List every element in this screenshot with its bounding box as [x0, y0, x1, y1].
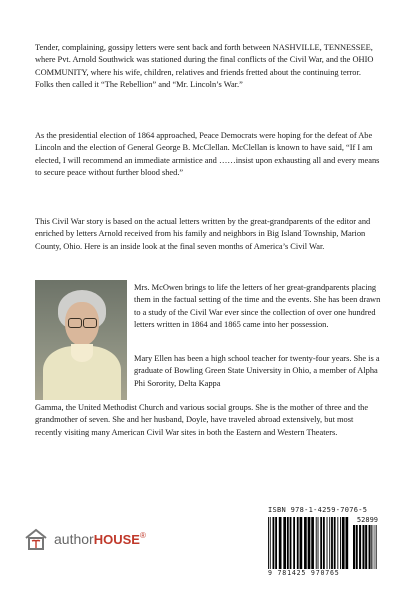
barcode-bar: [275, 517, 277, 569]
addon-barcode-bars: [353, 525, 378, 569]
barcode-bar: [318, 517, 319, 569]
author-photo: [35, 280, 127, 400]
ean-barcode-bars: [268, 517, 350, 569]
barcode-bar: [345, 517, 348, 569]
barcode-bar: [340, 517, 341, 569]
author-bio-paragraph-2: Mary Ellen has been a high school teacher for twenty-four years. She is a graduate of Bowling Green State University in Ohio, a member of Alpha Phi Sorority, Delta Kappa: [134, 354, 380, 388]
barcode-bar: [287, 517, 289, 569]
author-bio-paragraph-1: Mrs. McOwen brings to life the letters of her great-grandparents placing them in the factual setting of the time and the events. She has been drawn to a study of the Civil War ever since the collection of over one hundred letters written in 1864 and 1865 came into her possession.: [134, 283, 381, 330]
barcode-bar: [365, 525, 367, 569]
barcode-bar: [293, 517, 295, 569]
barcode-bar: [375, 525, 376, 569]
barcode-bar: [371, 525, 372, 569]
barcode-bar: [331, 517, 333, 569]
barcode-bar: [308, 517, 311, 569]
barcode-bar: [304, 517, 307, 569]
barcode-bar: [353, 525, 355, 569]
barcode-bar: [316, 517, 317, 569]
barcode-bar: [329, 517, 330, 569]
barcode-bar: [337, 517, 338, 569]
author-bio-paragraph-2-continued: Gamma, the United Methodist Church and various social groups. She is the mother of three and the grandmother of seven. She and her husband, Doyle, have traveled abroad extensively, but most recently visiting many American Civil War sites in both the Eastern and Western Theaters.: [35, 403, 369, 437]
barcode-bar: [273, 517, 275, 569]
barcode-bar: [283, 517, 286, 569]
ean-digits: 9 781425 970765: [268, 569, 340, 577]
barcode-bar: [342, 517, 345, 569]
barcode-bar: [359, 525, 361, 569]
isbn-barcode: [268, 506, 378, 578]
barcode-bar: [270, 517, 271, 569]
barcode-bar: [373, 525, 374, 569]
publisher-name: authorHOUSE®: [54, 531, 146, 547]
barcode-bar: [320, 517, 322, 569]
intro-paragraph: Tender, complaining, gossipy letters were sent back and forth between NASHVILLE, TENNESSEE, where Pvt. Arnold Southwick was stationed during the final conflicts of the Civil War, and the OHIO COMMUNITY, where his wife, children, relatives and friends fretted about the continuing terror. Folks then called it “The Rebellion” and “Mr. Lincoln’s War.”: [35, 43, 374, 90]
barcode-bar: [356, 525, 358, 569]
election-paragraph: As the presidential election of 1864 approached, Peace Democrats were hoping for the defeat of Abe Lincoln and the election of General George B. McClellan. McClellan is known to have said, “If I am elected, I will recommend an immediate armistice and ……insist upon exhausting all and every means to secure peace without further blood shed.”: [35, 131, 380, 178]
publisher-logo: [24, 527, 146, 551]
barcode-bar: [311, 517, 314, 569]
barcode-bar: [300, 517, 303, 569]
barcode-bar: [362, 525, 364, 569]
barcode-bar: [268, 517, 269, 569]
barcode-bar: [327, 517, 328, 569]
price-code: 52899: [356, 516, 378, 524]
barcode-bar: [334, 517, 336, 569]
barcode-bar: [323, 517, 325, 569]
barcode-bar: [290, 517, 292, 569]
story-paragraph: This Civil War story is based on the actual letters written by the great-grandparents of the editor and enriched by letters Arnold received from his family and neighbors in Big Island Township, Marion County, Ohio. Here is an inside look at the final seven months of America’s Civil War.: [35, 217, 371, 251]
barcode-bar: [369, 525, 371, 569]
barcode-bar: [279, 517, 282, 569]
barcode-bar: [376, 525, 377, 569]
house-book-icon: [24, 527, 48, 551]
barcode-bar: [297, 517, 299, 569]
isbn-number: ISBN 978-1-4259-7076-5: [268, 506, 368, 514]
